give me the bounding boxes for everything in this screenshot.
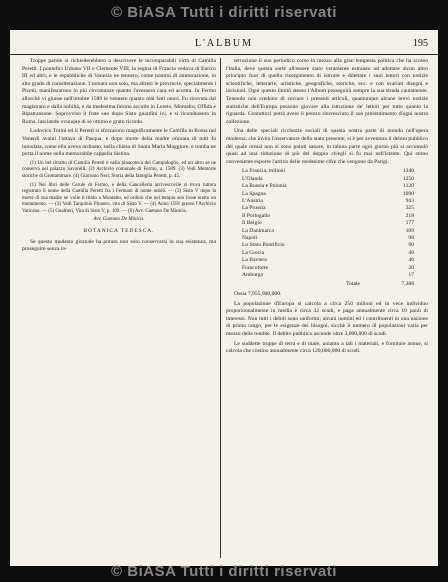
- debt-value: 46: [408, 257, 414, 264]
- paragraph: La popolazione d'Europa si calcola a circa 250 milioni ed in vece individuo proporzionalmente in media è circa 32 scudi, e paga annualmente circa 10 paoli di interessi. Non tutti i debiti sono uniformi; alcuni uomini ed i contribuenti in una nazione di primo rango, per le esigenze dei bisogni, sicchè il numero di popolazioni varia per mezzo delle rendite. Il debito pubblico ascende oltre 3,000,000 di scudi.: [226, 300, 428, 337]
- document-page: [10, 30, 438, 566]
- table-row: [226, 205, 428, 212]
- debt-value: 1090: [402, 190, 414, 197]
- country-name: La Spagna: [242, 190, 266, 197]
- table-row: [226, 228, 428, 235]
- paragraph: Le suddette truppe di terra e di mare, uniamo a tali i materiali, e forniture annue, si calcola che costino annualmente circa 120,000,000 di scudi.: [226, 340, 428, 355]
- debt-value: 17: [408, 272, 414, 278]
- debt-value: 90: [408, 242, 414, 249]
- table-row: [226, 183, 428, 190]
- page-number: 195: [413, 38, 428, 49]
- table-row: [226, 198, 428, 205]
- paragraph: Una delle speciali ricchezze sociali di questa nostra parte di mondo nell'opera moderna, che invita l'osservatore dello stato presente, si è per avventura il debito pubblico del quale ormai non si sono potuti sanare, in taluna parte ogni giorno più si accumulò quasi ad una riduzione di più del doppio ch'egli si fu mai nell'istante. Qui stimo conveniente esporre l'arrivo delle medesime cifre che vengono da Parigi.: [226, 128, 428, 165]
- debt-value: 109: [405, 227, 414, 234]
- country-name: Il Belgio: [242, 220, 262, 227]
- debt-value: 1120: [403, 183, 414, 190]
- author-signature: Avv. Gaetano De Minicis.: [93, 217, 145, 223]
- page-header: [10, 38, 438, 55]
- debt-value: 218: [405, 212, 414, 219]
- country-name: Lo Stato Pontificio: [242, 242, 285, 249]
- debt-value: 98: [408, 234, 414, 241]
- table-row: [226, 213, 428, 220]
- table-row: [226, 265, 428, 272]
- paragraph: terruzione il suo periodico corso in mezzo alla gran tempesta politica che ha scosso l'Italia, deve questa sorte all'essere stato veramente estraneo ad adottare alcun altro principio fuor di quello risorgimento di istruire e dilettare i suoi lettori con notizie scientifiche, letterarie, artistiche, geografiche, storiche, ecc. e con svariati disegni e incisioni. Ogni questo limitò stesso l'Album proseguirà sempre la sua strada cautamente. Tenendo non credono di cercare i presenti articoli, quantunque alcune brevi notizie statistiche dell'Europa possono giovare alla istruzione de' lettori per tutto quanto la riguarda. Contuttoci potrà avere il prezzo rincresciuto il suo presentimento d'ogni nostra collezione.: [226, 58, 428, 125]
- watermark-bottom: © BiASA Tutti i diritti riservati: [111, 563, 337, 580]
- journal-title: L'ALBUM: [194, 38, 254, 49]
- paragraph: Se questo modesto giornale ha potuto non solo conservarsi in sua esistenza, ma proseguire senza in-: [22, 238, 216, 253]
- country-name: La Prussia: [242, 205, 266, 212]
- debt-table: [226, 168, 428, 279]
- table-row: [226, 242, 428, 249]
- table-row: [226, 191, 428, 198]
- column-divider: [220, 58, 221, 558]
- country-name: Napoli: [242, 234, 258, 241]
- country-name: L'Austria: [242, 197, 263, 204]
- watermark-top: © BiASA Tutti i diritti riservati: [111, 4, 337, 21]
- debt-value: 177: [405, 220, 414, 227]
- paragraph: Troppe parole si richiederebbero a descrivere le incomparabili virtù di Camilla Peretti. I pontefici Urbano VII e Clemente VIII, la regina di Francia vedova di Enrico III ed altri, e le repubbliche di Venezia ne tennero, come nomini di ammirazione, in alto grado di considerazione. I romani non solo, ma altresì le provincie, specialmente i Piceni, manifestarono in più circostanze quanto l'avessero cara ed accetta. In Fermo allorchè vi giunse nell'ottobre 1589 le vennero quanto mai fatti onori. Fu ricevuta dal magistrato e dalla nobiltà, e da medesima furono accolte in Loreto, Montalto, Offida e Ripatransone. Soprovviso il frate suo dopo Sisto guardini ivi, e si ricondussero in Roma, lasciando ovunque di sè ottimo e grato ricordo.: [22, 58, 216, 125]
- country-name: Francoforte: [242, 264, 269, 271]
- table-row: [226, 250, 428, 257]
- country-name: L'Olanda: [242, 175, 263, 182]
- section-heading: BOTANICA TEDESCA.: [83, 228, 155, 235]
- country-name: La Francia, milioni: [242, 168, 286, 175]
- debt-value: 1340: [402, 168, 414, 175]
- country-name: Amburgo: [242, 272, 264, 278]
- paragraph: (1) Un bel ritratto di Camilla Peretti è nella pinacoteca del Campidoglio, ed un altro se ne conserva nel palazzo Savorelli. (2) Archivio comunale di Fermo, a. 1589. (3) Vedi Memorie storiche di Grottammare. (4) Giacomo Neri, Storia della famiglia Peretti, p. 45.: [22, 160, 216, 179]
- paragraph: Ossia 7,955,000,000.: [234, 291, 282, 297]
- table-row: [226, 220, 428, 227]
- debt-value: 943: [405, 197, 414, 204]
- country-name: La Grecia: [242, 249, 265, 256]
- table-row: [226, 257, 428, 264]
- country-name: Il Portogallo: [242, 212, 271, 219]
- paragraph: Lodovico Torini ed il Peretti si sforzarono magnificamente le Camilla in Roma nel Venerdì avanti l'ottava di Pasqua, e dopo morte della madre onorata di tutti fu tumulata, come ella aveva ordinato, nella chiesa di Santa Maria Maggiore, e tomba ne porta il nome nella memorabile cappella Sistina.: [22, 128, 216, 158]
- debt-value: 20: [408, 264, 414, 271]
- country-name: La Danimarca: [242, 227, 274, 234]
- table-row: [226, 168, 428, 175]
- right-column: [226, 58, 428, 560]
- table-row: [226, 272, 428, 279]
- debt-value: 1250: [402, 175, 414, 182]
- table-total: [226, 281, 428, 289]
- debt-value: 325: [405, 205, 414, 212]
- left-column: [22, 58, 216, 560]
- country-name: La Baviera: [242, 257, 267, 264]
- country-name: La Russia e Polonia: [242, 183, 287, 190]
- footnotes: (1) Nei libri delle Cerule di Fermo, e della Cancelleria arcivescovile si trova tuttora registrato il nome della Camilla Peretti fra i Fermani di nome nobili. — (2) Sisto V dopo la morte di sua madre ne volle il titolo a Montalto, ed ordinò che nel tempio suo fosse eretto un monumento. — (3) Vedi Tarquinio Pinaoro, vita di Sisto V. — (4) Anno 1591 presso l'Archivio Vaticano. — (5) Gualtieri, Vita di Sisto V, p. 109. — (6) Avv. Gaetano De Minicis.: [22, 182, 216, 214]
- table-row: [226, 176, 428, 183]
- debt-value: 46: [408, 249, 414, 256]
- total-label: Totale: [346, 281, 360, 288]
- total-value: 7,388: [401, 281, 414, 288]
